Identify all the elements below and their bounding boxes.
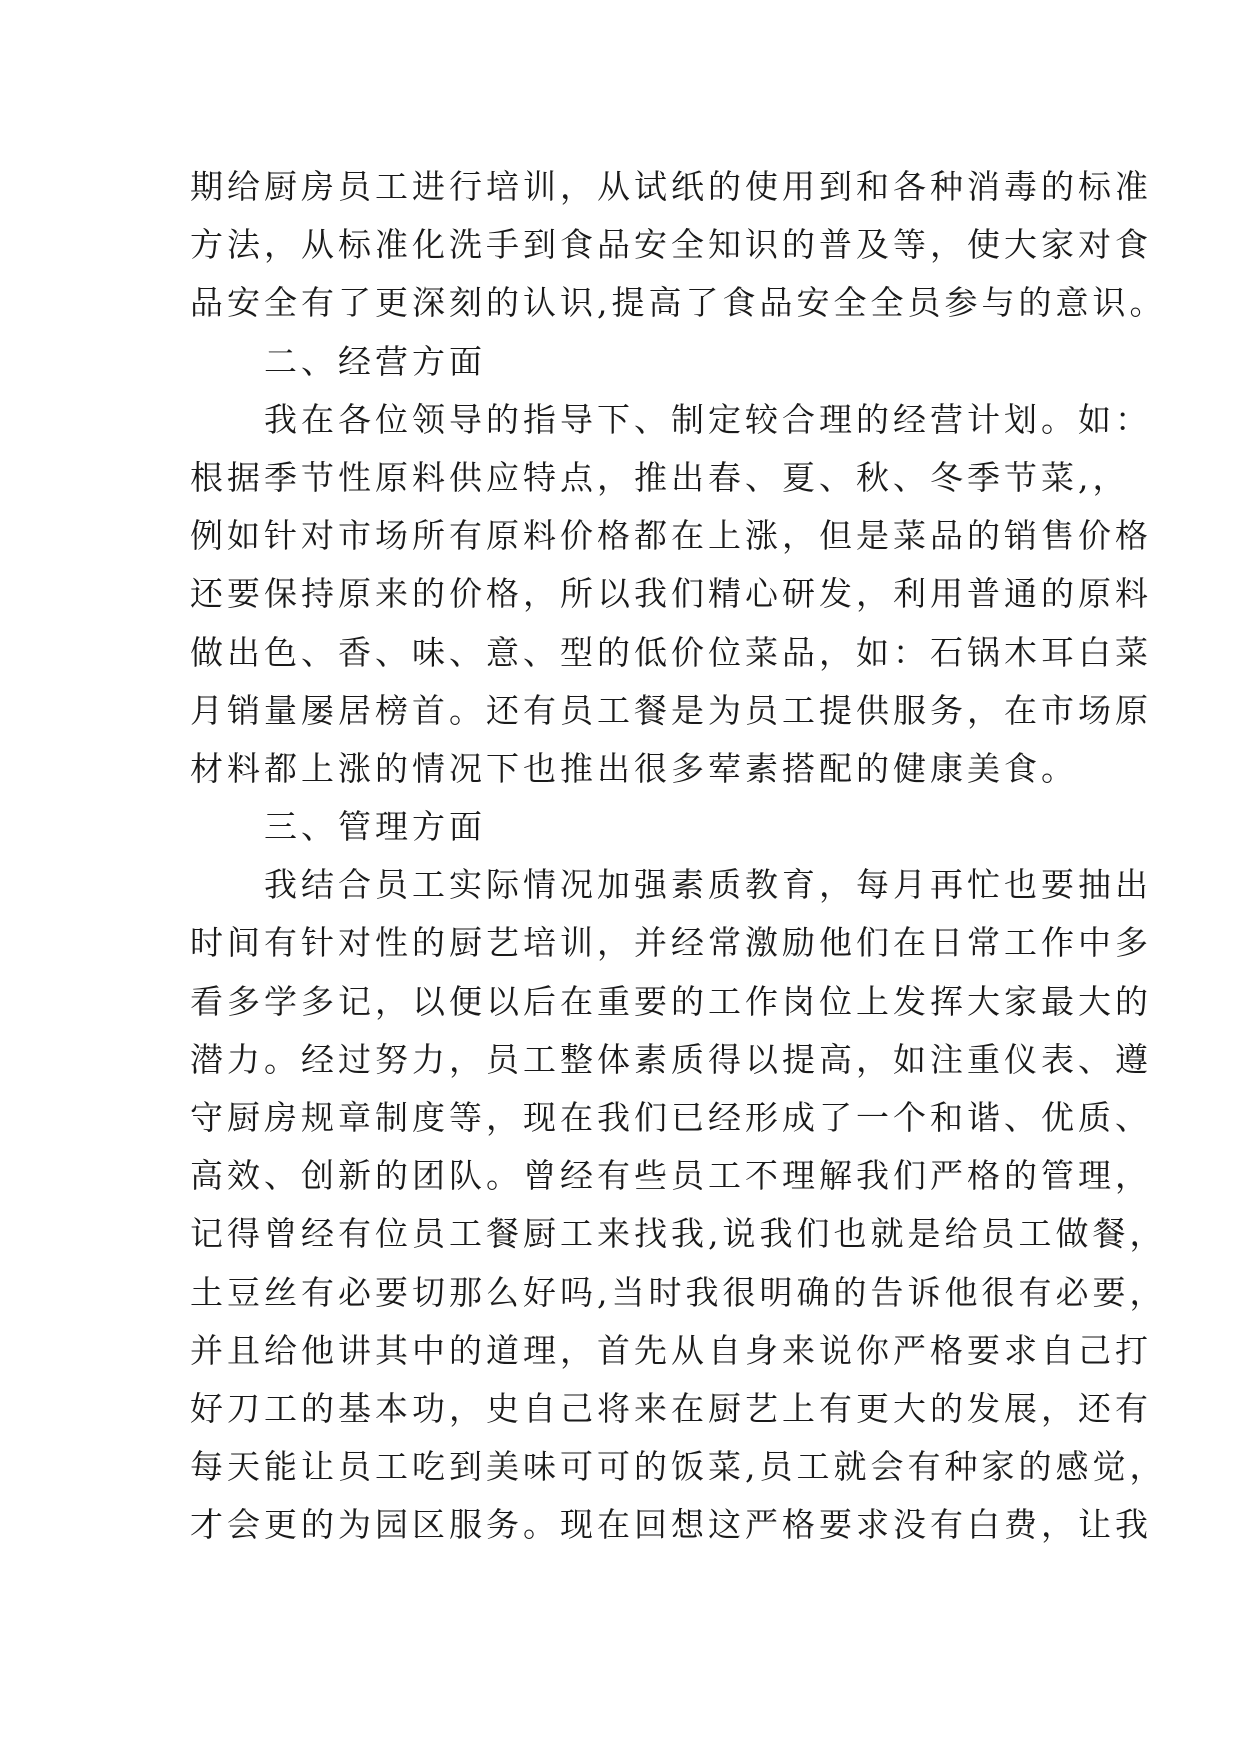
text-line: 品安全有了更深刻的认识,提高了食品安全全员参与的意识。 [190, 283, 1167, 323]
text-line: 我在各位领导的指导下、制定较合理的经营计划。如： [190, 399, 1152, 439]
text-line: 好刀工的基本功，史自己将来在厨艺上有更大的发展，还有 [190, 1388, 1152, 1428]
text-line: 看多学多记，以便以后在重要的工作岗位上发挥大家最大的 [190, 981, 1152, 1021]
text-line: 月销量屡居榜首。还有员工餐是为员工提供服务，在市场原 [190, 690, 1152, 730]
text-line: 潜力。经过努力，员工整体素质得以提高，如注重仪表、遵 [190, 1039, 1152, 1079]
text-line: 记得曾经有位员工餐厨工来找我,说我们也就是给员工做餐， [190, 1214, 1167, 1254]
section-heading-management: 三、管理方面 [190, 807, 486, 847]
text-line: 时间有针对性的厨艺培训，并经常激励他们在日常工作中多 [190, 923, 1152, 963]
text-line: 期给厨房员工进行培训，从试纸的使用到和各种消毒的标准 [190, 167, 1152, 206]
text-line: 高效、创新的团队。曾经有些员工不理解我们严格的管理， [190, 1156, 1152, 1196]
text-line: 还要保持原来的价格，所以我们精心研发，利用普通的原料 [190, 574, 1152, 614]
text-line: 材料都上涨的情况下也推出很多荤素搭配的健康美食。 [190, 748, 1078, 788]
text-line: 土豆丝有必要切那么好吗,当时我很明确的告诉他很有必要， [190, 1272, 1167, 1312]
text-line: 我结合员工实际情况加强素质教育，每月再忙也要抽出 [190, 865, 1152, 905]
text-line: 做出色、香、味、意、型的低价位菜品，如：石锅木耳白菜 [190, 632, 1152, 672]
body-text [190, 158, 1167, 1555]
text-line: 根据季节性原料供应特点，推出春、夏、秋、冬季节菜,， [190, 457, 1130, 497]
text-line: 守厨房规章制度等，现在我们已经形成了一个和谐、优质、 [190, 1098, 1152, 1137]
text-line: 方法，从标准化洗手到食品安全知识的普及等，使大家对食 [190, 225, 1152, 265]
text-line: 才会更的为园区服务。现在回想这严格要求没有白费，让我 [190, 1505, 1152, 1545]
text-line: 每天能让员工吃到美味可可的饭菜,员工就会有种家的感觉， [190, 1447, 1167, 1487]
text-line: 并且给他讲其中的道理，首先从自身来说你严格要求自己打 [190, 1330, 1152, 1370]
text-line: 例如针对市场所有原料价格都在上涨，但是菜品的销售价格 [190, 516, 1152, 556]
section-heading-operations: 二、经营方面 [190, 341, 486, 381]
